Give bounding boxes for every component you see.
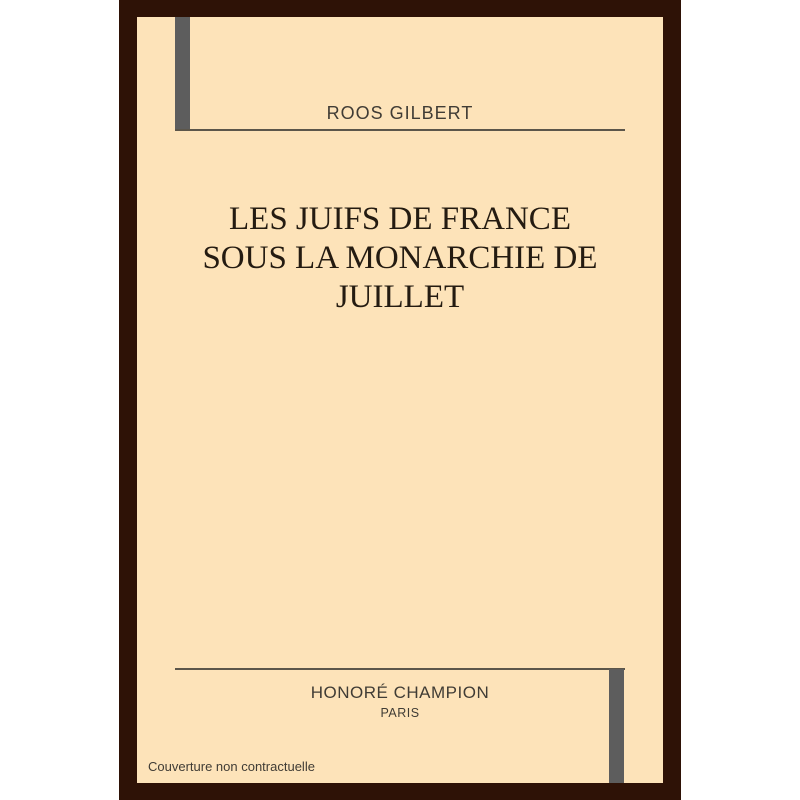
author-name: ROOS GILBERT bbox=[326, 103, 474, 123]
disclaimer-text: Couverture non contractuelle bbox=[148, 759, 315, 774]
book-title-line-1: LES JUIFS DE FRANCE bbox=[229, 201, 571, 237]
book-cover bbox=[119, 0, 681, 800]
book-title-line-2: SOUS LA MONARCHIE DE bbox=[202, 240, 598, 276]
author-divider-rule bbox=[175, 129, 625, 131]
book-title-line-3: JUILLET bbox=[335, 279, 465, 315]
book-title bbox=[137, 200, 663, 317]
publisher-name: HONORÉ CHAMPION bbox=[310, 683, 490, 702]
publisher-city: PARIS bbox=[380, 706, 420, 720]
cover-page bbox=[137, 17, 663, 783]
publisher-divider-rule bbox=[175, 668, 625, 670]
